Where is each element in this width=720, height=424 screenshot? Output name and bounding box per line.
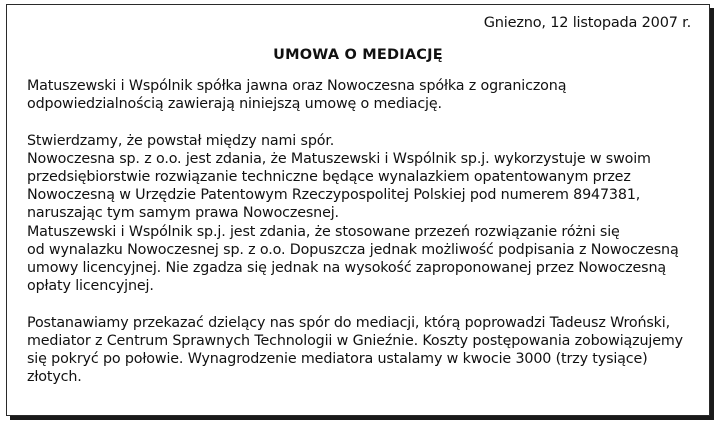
document-body [27,77,703,405]
text-line: przedsiębiorstwie rozwiązanie techniczne będące wynalazkiem opatentowanym przez [27,169,631,185]
text-line: odpowiedzialnością zawierają niniejszą umowę o mediację. [27,96,442,113]
text-line: się pokryć po połowie. Wynagrodzenie mediatora ustalamy w kwocie 3000 (trzy tysiące) [27,351,648,368]
text-line: złotych. [27,369,82,386]
document-sheet [6,4,710,416]
text-line: Nowoczesną w Urzędzie Patentowym Rzeczypospolitej Polskiej pod numerem 8947381, [27,187,641,204]
text-line: Nowoczesna sp. z o.o. jest zdania, że Matuszewski i Wspólnik sp.j. wykorzystuje w swoim [27,150,651,167]
text-line: opłaty licencyjnej. [27,278,154,295]
text-line: Matuszewski i Wspólnik sp.j. jest zdania, że stosowane przezeń rozwiązanie różni się [27,223,620,240]
paragraph-parties [27,77,703,113]
paragraph-mediation [27,314,703,387]
text-line: Postanawiamy przekazać dzielący nas spór do mediacji, którą poprowadzi Tadeusz Wroński, [27,314,671,331]
text-line: naruszając tym samym prawa Nowoczesnej. [27,205,339,222]
text-line: od wynalazku Nowoczesnej sp. z o.o. Dopuszcza jednak możliwość podpisania z Nowoczesną [27,241,679,258]
place-date: Gniezno, 12 listopada 2007 r. [483,15,691,31]
text-line: Matuszewski i Wspólnik spółka jawna oraz Nowoczesna spółka z ograniczoną [27,78,567,94]
text-line: mediator z Centrum Sprawnych Technologii w Gnieźnie. Koszty postępowania zobowiązujemy [27,332,683,349]
paragraph-dispute [27,132,703,296]
text-line: umowy licencyjnej. Nie zgadza się jednak na wysokość zaproponowanej przez Nowoczesną [27,260,667,277]
document-title: UMOWA O MEDIACJĘ [273,47,443,63]
text-line: Stwierdzamy, że powstał między nami spór. [27,132,335,149]
